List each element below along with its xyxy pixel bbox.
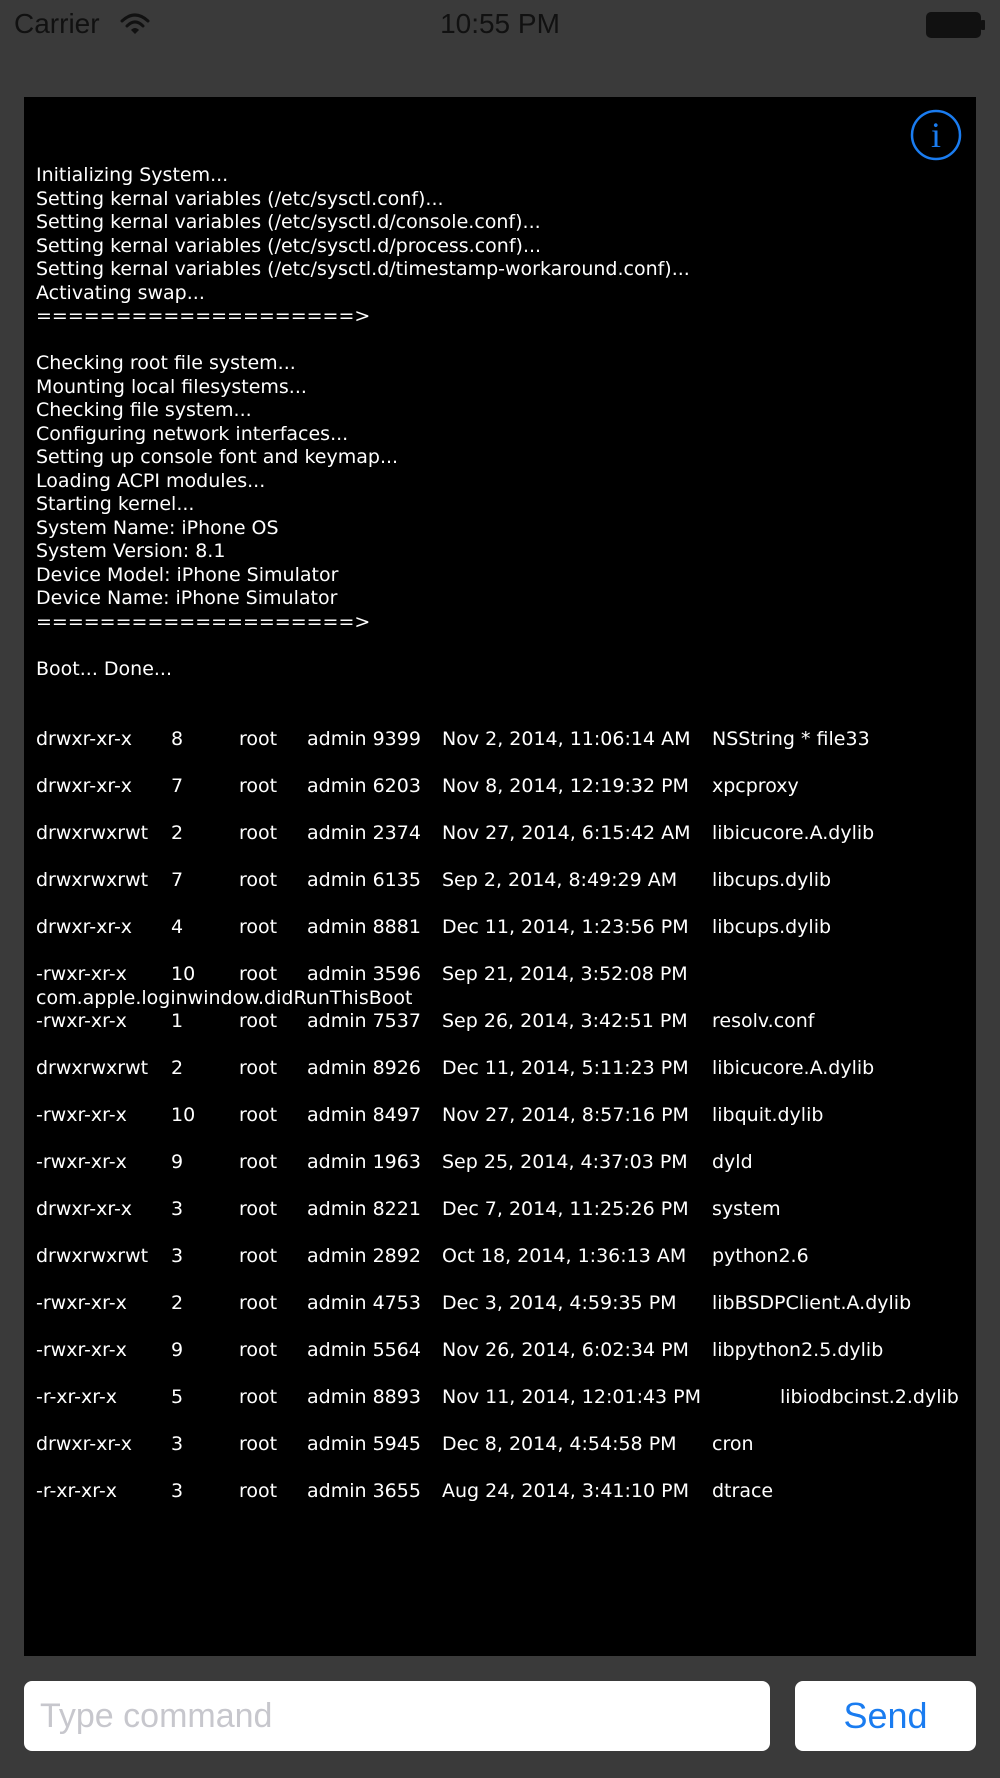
log-line [36,329,971,353]
file-row [36,1480,971,1527]
file-row [36,775,971,822]
terminal-console[interactable] [24,97,976,1656]
file-row [36,1198,971,1245]
file-owner: root [239,1057,278,1079]
file-date: Oct 18, 2014, 1:36:13 AM [442,1245,687,1267]
file-group: admin [307,1245,367,1267]
file-group: admin [307,1057,367,1079]
file-row [36,1057,971,1104]
file-permissions: -rwxr-xr-x [36,1339,127,1361]
terminal-output [36,117,971,1574]
file-name: libcups.dylib [712,869,832,891]
file-owner: root [239,1480,278,1502]
file-group: admin [307,1339,367,1361]
file-group-size [307,1245,421,1269]
file-links: 2 [171,1057,184,1079]
file-group: admin [307,1010,367,1032]
file-group-size [307,1386,421,1410]
file-permissions: -r-xr-xr-x [36,1386,117,1408]
status-time: 10:55 PM [440,8,560,39]
file-name: dtrace [712,1480,774,1502]
file-date: Nov 8, 2014, 12:19:32 PM [442,775,689,797]
file-links: 3 [171,1198,184,1220]
file-group-size [307,1057,421,1081]
file-listing [36,728,971,1527]
file-date: Nov 2, 2014, 11:06:14 AM [442,728,691,750]
file-row [36,1010,971,1057]
file-date: Dec 8, 2014, 4:54:58 PM [442,1433,677,1455]
file-group-size [307,775,421,799]
file-size: 7537 [372,1010,421,1032]
file-owner: root [239,822,278,844]
log-line: Activating swap... [36,281,205,304]
log-line: Device Model: iPhone Simulator [36,563,339,586]
file-size: 5945 [372,1433,421,1455]
log-line: Loading ACPI modules... [36,469,266,492]
file-name: resolv.conf [712,1010,815,1032]
file-date: Nov 27, 2014, 6:15:42 AM [442,822,691,844]
file-group: admin [307,1292,367,1314]
status-bar [0,0,1000,50]
file-links: 7 [171,775,184,797]
file-date: Dec 7, 2014, 11:25:26 PM [442,1198,689,1220]
file-name: libicucore.A.dylib [712,822,875,844]
file-links: 10 [171,963,196,985]
file-permissions: drwxr-xr-x [36,775,133,797]
file-date: Sep 25, 2014, 4:37:03 PM [442,1151,688,1173]
file-row [36,916,971,963]
file-links: 3 [171,1245,184,1267]
file-row [36,1433,971,1480]
file-group: admin [307,963,367,985]
log-line: ====================> [36,610,371,633]
carrier-label: Carrier [14,8,100,39]
file-size: 8893 [372,1386,421,1408]
log-line: Configuring network interfaces... [36,422,349,445]
file-permissions: drwxr-xr-x [36,1198,133,1220]
file-owner: root [239,1386,278,1408]
file-group-size [307,1151,421,1175]
file-row [36,1339,971,1386]
file-row [36,822,971,869]
file-size: 4753 [372,1292,421,1314]
file-owner: root [239,1245,278,1267]
log-line [36,634,971,658]
file-name: libiodbcinst.2.dylib [780,1386,959,1408]
file-date: Aug 24, 2014, 3:41:10 PM [442,1480,689,1502]
file-name: system [712,1198,781,1220]
log-line: ====================> [36,305,371,327]
file-date: Dec 3, 2014, 4:59:35 PM [442,1292,677,1314]
file-date: Sep 2, 2014, 8:49:29 AM [442,869,678,891]
file-owner: root [239,775,278,797]
file-row [36,1292,971,1339]
file-group: admin [307,728,367,750]
file-links: 7 [171,869,184,891]
info-glyph: i [930,115,942,155]
file-links: 4 [171,916,184,938]
file-permissions: drwxr-xr-x [36,1433,133,1455]
file-owner: root [239,728,278,750]
file-permissions: drwxr-xr-x [36,916,133,938]
file-group: admin [307,775,367,797]
file-group-size [307,963,421,987]
file-name: libcups.dylib [712,916,832,938]
file-group-size [307,916,421,940]
file-links: 3 [171,1433,184,1455]
file-date: Dec 11, 2014, 5:11:23 PM [442,1057,689,1079]
file-name: libpython2.5.dylib [712,1339,884,1361]
log-line: System Version: 8.1 [36,540,226,562]
file-row [36,963,971,1010]
file-group: admin [307,1198,367,1220]
file-name: dyld [712,1151,753,1173]
battery-icon [926,12,986,38]
file-links: 1 [171,1010,184,1032]
file-group-size [307,869,421,893]
file-group-size [307,728,421,752]
log-line: Device Name: iPhone Simulator [36,587,338,609]
log-line: Setting kernal variables (/etc/sysctl.d/process.conf)... [36,234,542,257]
file-owner: root [239,1151,278,1173]
log-line: Setting kernal variables (/etc/sysctl.d/console.conf)... [36,211,541,233]
file-size: 3596 [372,963,421,985]
file-date: Nov 27, 2014, 8:57:16 PM [442,1104,689,1126]
file-owner: root [239,869,278,891]
file-owner: root [239,916,278,938]
file-name: libquit.dylib [712,1104,824,1126]
file-group: admin [307,822,367,844]
file-date: Sep 26, 2014, 3:42:51 PM [442,1010,688,1032]
file-group: admin [307,1433,367,1455]
file-group-size [307,1480,421,1504]
file-owner: root [239,963,278,985]
file-row [36,869,971,916]
file-group: admin [307,1480,367,1502]
file-size: 6203 [372,775,421,797]
file-permissions: drwxrwxrwt [36,1057,149,1079]
file-date: Nov 11, 2014, 12:01:43 PM [442,1386,702,1408]
file-name: xpcproxy [712,775,799,797]
file-group-size [307,1104,421,1128]
log-line: Checking file system... [36,399,252,421]
file-size: 2892 [372,1245,421,1267]
file-size: 2374 [372,822,421,844]
file-group-size [307,1292,421,1316]
file-row [36,1245,971,1292]
file-row [36,1104,971,1151]
file-name: com.apple.loginwindow.didRunThisBoot [36,986,413,1009]
log-line: Initializing System... [36,164,229,186]
file-size: 8221 [372,1198,421,1220]
file-owner: root [239,1104,278,1126]
file-row [36,728,971,775]
file-name: libicucore.A.dylib [712,1057,875,1079]
file-links: 9 [171,1339,184,1361]
file-group: admin [307,916,367,938]
file-group-size [307,1339,421,1363]
file-permissions: -r-xr-xr-x [36,1480,117,1502]
file-row [36,1151,971,1198]
log-line: Setting up console font and keymap... [36,446,399,468]
file-owner: root [239,1433,278,1455]
file-owner: root [239,1198,278,1220]
file-size: 1963 [372,1151,421,1173]
file-size: 9399 [372,728,421,750]
file-group-size [307,1433,421,1457]
info-icon[interactable] [910,109,962,161]
file-links: 9 [171,1151,184,1173]
file-date: Nov 26, 2014, 6:02:34 PM [442,1339,689,1361]
file-permissions: -rwxr-xr-x [36,1104,127,1126]
file-group-size [307,1010,421,1034]
file-permissions: -rwxr-xr-x [36,1292,127,1314]
file-links: 2 [171,1292,184,1314]
file-date: Sep 21, 2014, 3:52:08 PM [442,963,688,985]
send-button[interactable]: Send [795,1681,976,1751]
log-line: Starting kernel... [36,493,195,515]
file-permissions: drwxrwxrwt [36,869,149,891]
log-line: System Name: iPhone OS [36,516,279,539]
file-permissions: -rwxr-xr-x [36,963,127,985]
file-name: cron [712,1433,754,1455]
file-size: 8497 [372,1104,421,1126]
log-line: Setting kernal variables (/etc/sysctl.conf)... [36,187,444,210]
file-group: admin [307,1151,367,1173]
file-date: Dec 11, 2014, 1:23:56 PM [442,916,689,938]
file-owner: root [239,1010,278,1032]
file-permissions: -rwxr-xr-x [36,1151,127,1173]
file-name: libBSDPClient.A.dylib [712,1292,912,1314]
file-group-size [307,822,421,846]
file-size: 3655 [372,1480,421,1502]
file-group: admin [307,869,367,891]
file-permissions: -rwxr-xr-x [36,1010,127,1032]
file-name: python2.6 [712,1245,809,1267]
file-owner: root [239,1292,278,1314]
log-line: Checking root file system... [36,352,296,374]
file-links: 5 [171,1386,184,1408]
log-line: Setting kernal variables (/etc/sysctl.d/timestamp-workaround.conf)... [36,258,690,280]
log-line: Boot... Done... [36,657,172,680]
file-name: NSString * file33 [712,728,870,750]
file-links: 8 [171,728,184,750]
file-size: 8926 [372,1057,421,1079]
file-group-size [307,1198,421,1222]
file-size: 5564 [372,1339,421,1361]
log-line: Mounting local filesystems... [36,375,307,398]
file-group: admin [307,1386,367,1408]
file-group: admin [307,1104,367,1126]
file-permissions: drwxr-xr-x [36,728,133,750]
file-links: 2 [171,822,184,844]
file-permissions: drwxrwxrwt [36,1245,149,1267]
file-size: 6135 [372,869,421,891]
file-links: 3 [171,1480,184,1502]
file-size: 8881 [372,916,421,938]
file-links: 10 [171,1104,196,1126]
file-owner: root [239,1339,278,1361]
file-permissions: drwxrwxrwt [36,822,149,844]
boot-log [36,164,971,681]
file-row [36,1386,971,1433]
command-input[interactable] [24,1681,770,1751]
